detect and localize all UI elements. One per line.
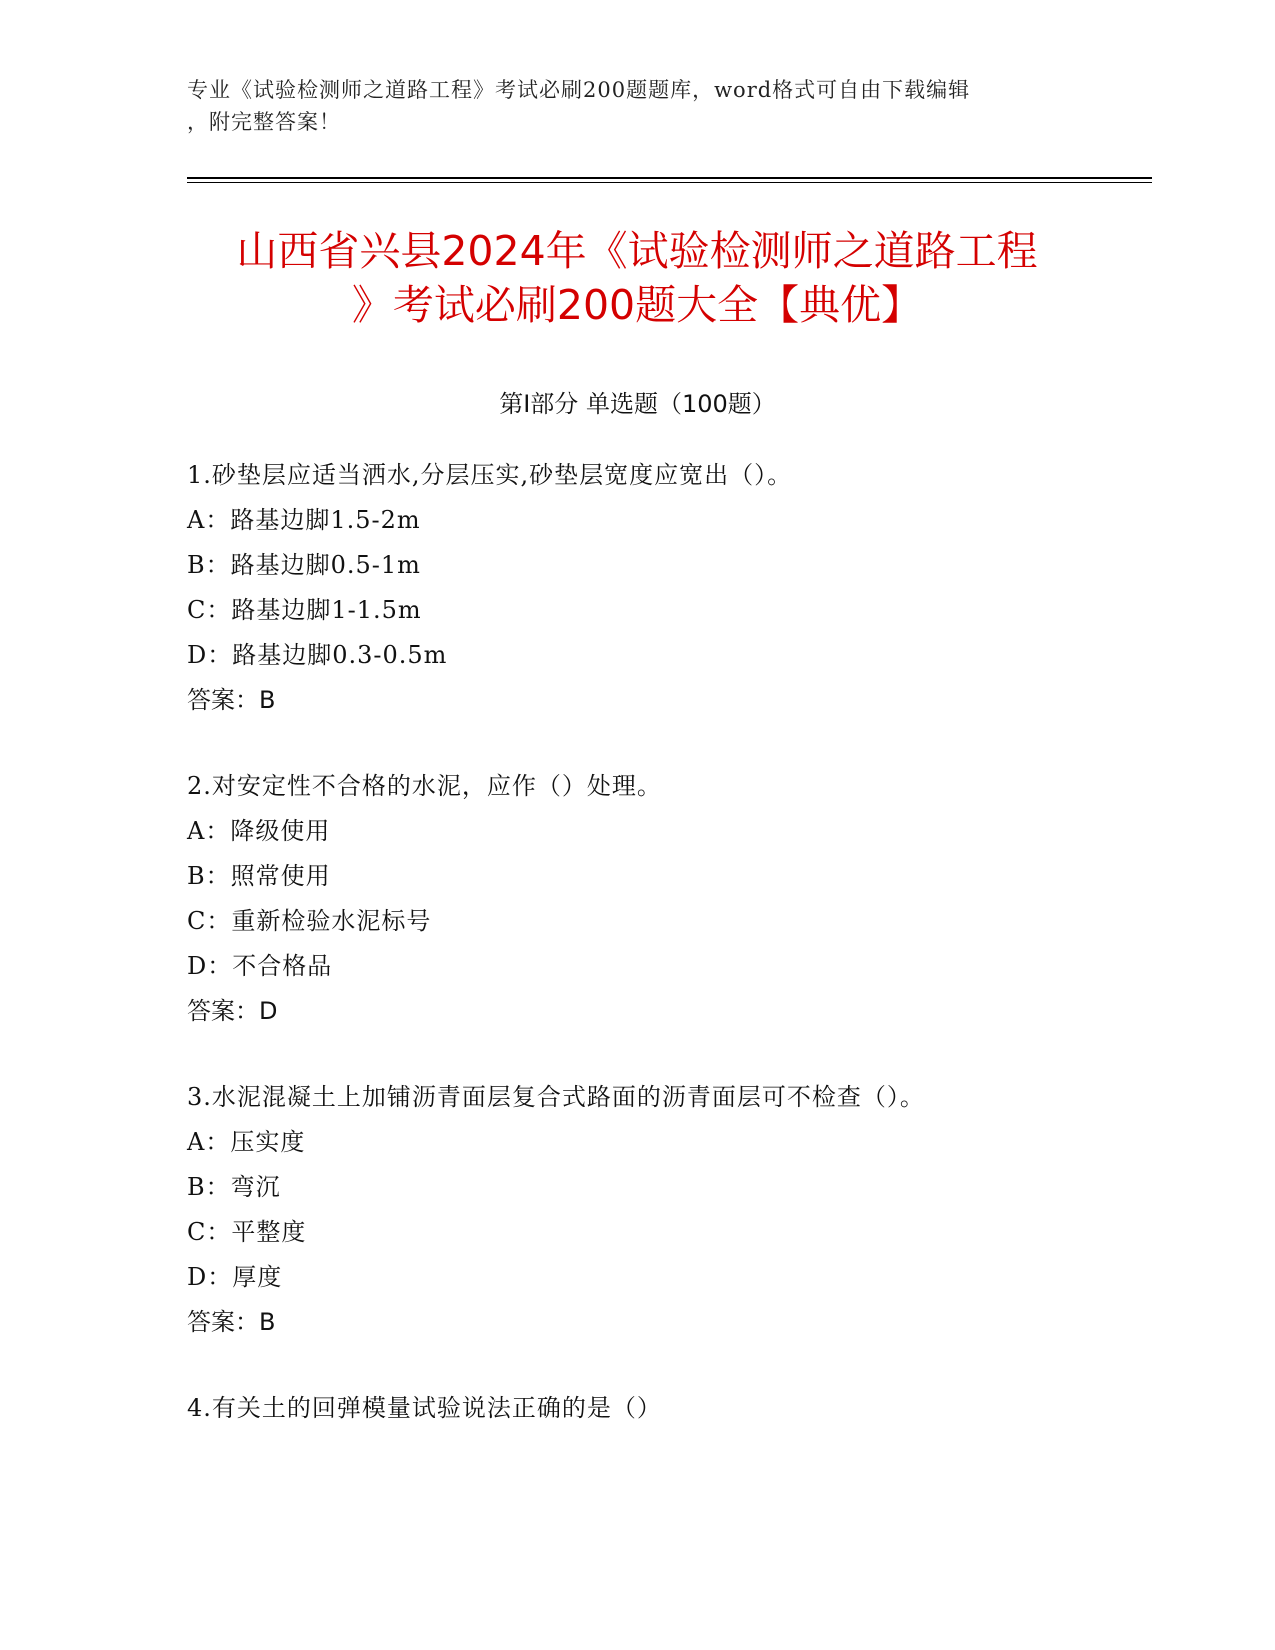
- option-c: C：路基边脚1-1.5m: [187, 596, 422, 624]
- option-b: B：弯沉: [187, 1173, 281, 1201]
- option-d: D：不合格品: [187, 952, 333, 980]
- option-a: A：降级使用: [187, 817, 331, 845]
- header-divider-thick: [187, 177, 1152, 179]
- document-title: [187, 224, 1087, 332]
- question-2: [187, 764, 1137, 1034]
- document-title-line-2: 》考试必刷200题大全【典优】: [351, 281, 923, 329]
- option-a: A：压实度: [187, 1128, 306, 1156]
- question-4: [187, 1386, 1137, 1431]
- header-note: [187, 74, 1067, 138]
- answer: 答案：B: [187, 686, 276, 714]
- document-title-line-1: 山西省兴县2024年《试验检测师之道路工程: [236, 227, 1038, 275]
- option-d: D：厚度: [187, 1263, 283, 1291]
- question-stem: 4.有关土的回弹模量试验说法正确的是（）: [187, 1394, 662, 1422]
- option-b: B：照常使用: [187, 862, 331, 890]
- option-a: A：路基边脚1.5-2m: [187, 506, 421, 534]
- question-stem: 1.砂垫层应适当洒水,分层压实,砂垫层宽度应宽出（）。: [187, 461, 793, 489]
- question-stem: 3.水泥混凝土上加铺沥青面层复合式路面的沥青面层可不检查（）。: [187, 1083, 925, 1111]
- answer: 答案：D: [187, 997, 278, 1025]
- question-3: [187, 1075, 1137, 1345]
- header-divider-thin: [187, 182, 1152, 183]
- section-heading: 第Ⅰ部分 单选题（100题）: [499, 390, 776, 418]
- option-b: B：路基边脚0.5-1m: [187, 551, 421, 579]
- option-d: D：路基边脚0.3-0.5m: [187, 641, 448, 669]
- question-1: [187, 453, 1137, 723]
- option-c: C：平整度: [187, 1218, 307, 1246]
- question-stem: 2.对安定性不合格的水泥，应作（）处理。: [187, 772, 662, 800]
- option-c: C：重新检验水泥标号: [187, 907, 432, 935]
- answer: 答案：B: [187, 1308, 276, 1336]
- header-note-line-2: ，附完整答案！: [187, 110, 341, 134]
- header-note-line-1: 专业《试验检测师之道路工程》考试必刷200题题库，word格式可自由下载编辑: [187, 78, 971, 102]
